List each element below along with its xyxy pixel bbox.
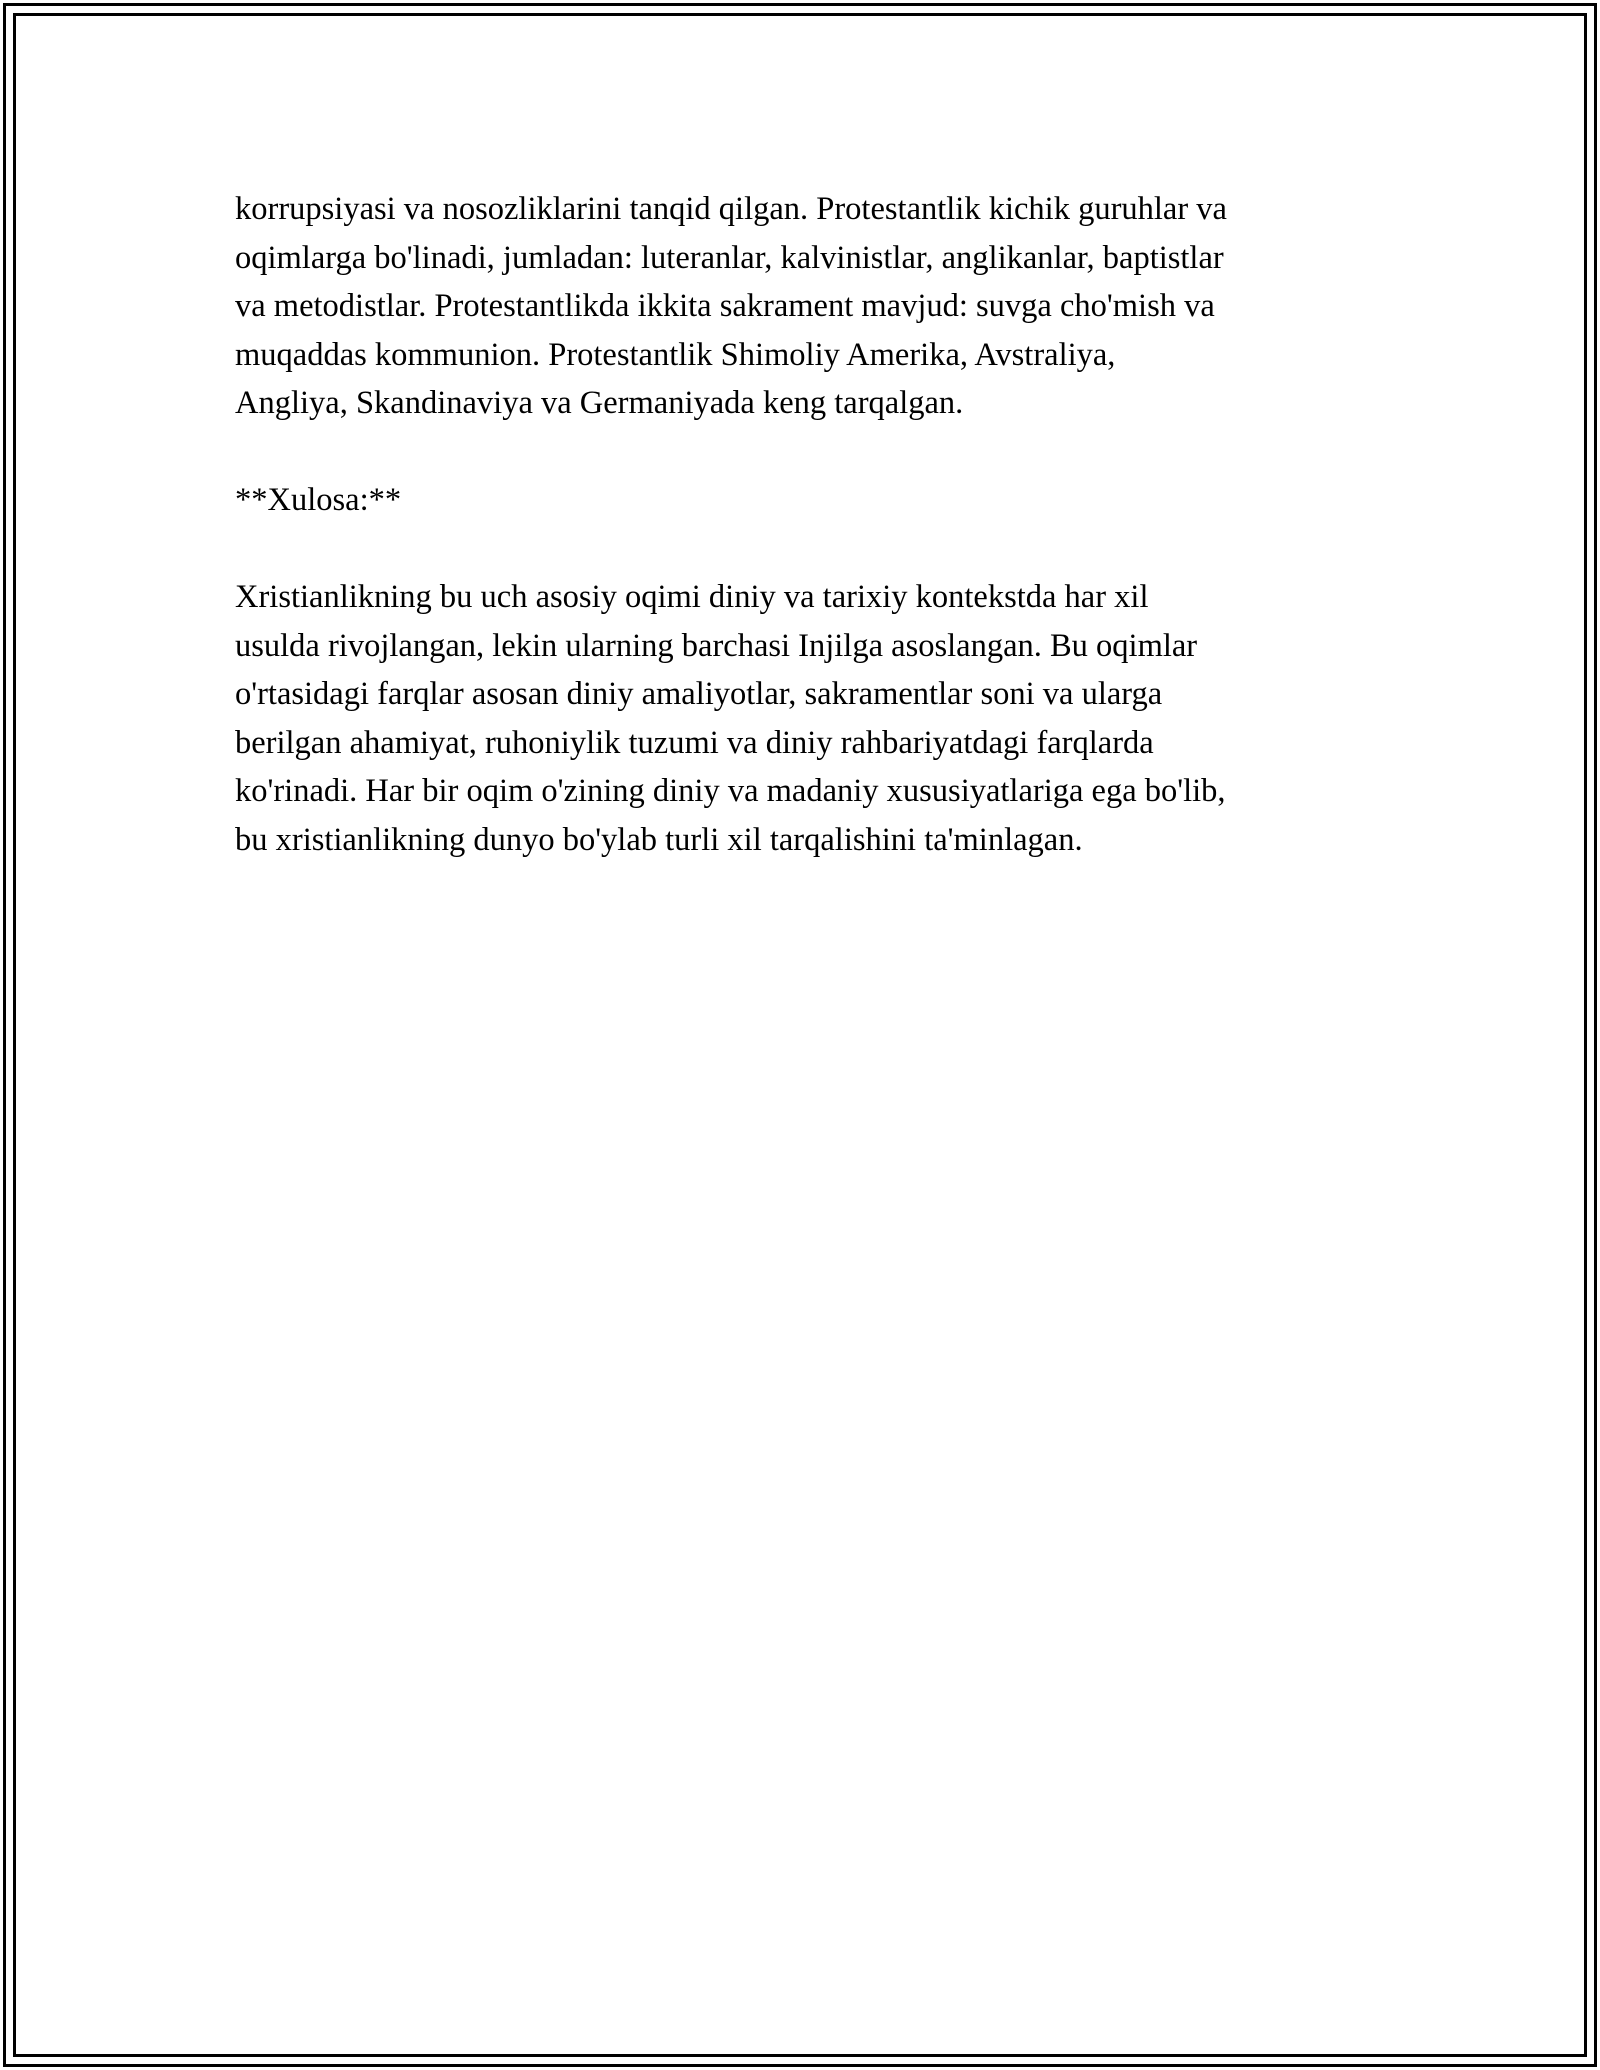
text-line: berilgan ahamiyat, ruhoniylik tuzumi va diniy rahbariyatdagi farqlarda (235, 724, 1154, 761)
text-line: oqimlarga bo'linadi, jumladan: luteranlar, kalvinistlar, anglikanlar, baptistlar (235, 239, 1224, 276)
document-body (235, 185, 1365, 913)
text-line: muqaddas kommunion. Protestantlik Shimoliy Amerika, Avstraliya, (235, 336, 1116, 373)
paragraph-conclusion (235, 573, 1365, 864)
text-line: Xristianlikning bu uch asosiy oqimi diniy va tarixiy kontekstda har xil (235, 579, 1149, 615)
section-heading-conclusion (235, 476, 1365, 525)
text-line: va metodistlar. Protestantlikda ikkita sakrament mavjud: suvga cho'mish va (235, 288, 1215, 324)
text-line: korrupsiyasi va nosozliklarini tanqid qilgan. Protestantlik kichik guruhlar va (235, 191, 1227, 227)
text-line: usulda rivojlangan, lekin ularning barchasi Injilga asoslangan. Bu oqimlar (235, 627, 1198, 664)
text-line: Angliya, Skandinaviya va Germaniyada keng tarqalgan. (235, 385, 964, 421)
text-line: o'rtasidagi farqlar asosan diniy amaliyotlar, sakramentlar soni va ularga (235, 676, 1163, 712)
heading-text: **Xulosa:** (235, 482, 402, 518)
text-line: bu xristianlikning dunyo bo'ylab turli xil tarqalishini ta'minlagan. (235, 821, 1083, 858)
text-line: ko'rinadi. Har bir oqim o'zining diniy va madaniy xususiyatlariga ega bo'lib, (235, 773, 1226, 809)
paragraph-protestantism (235, 185, 1365, 428)
